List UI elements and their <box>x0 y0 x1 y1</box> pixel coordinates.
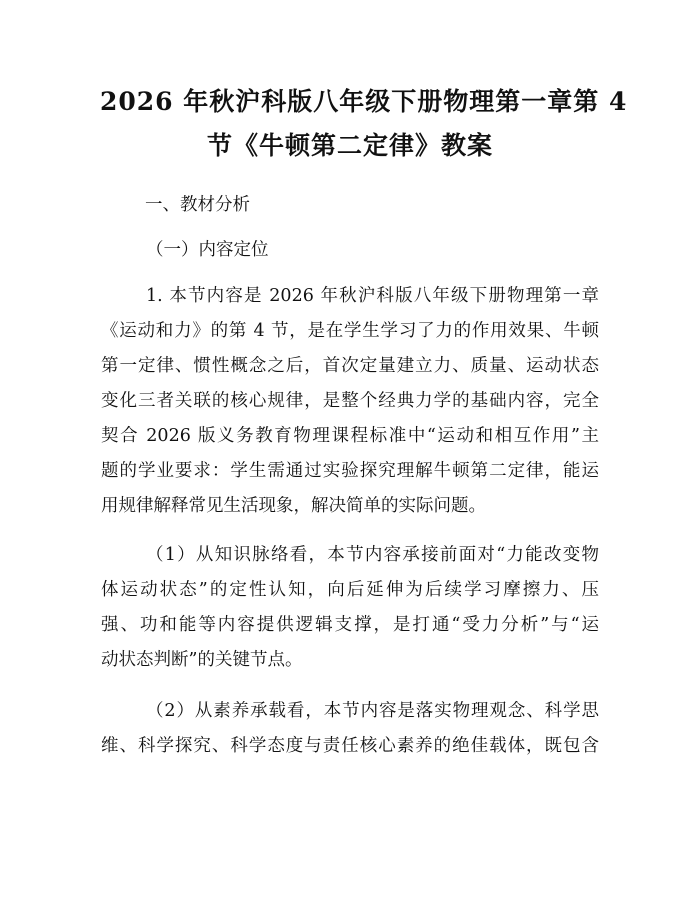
paragraph-1-line-5: 契合 2026 版义务教育物理课程标准中“运动和相互作用”主 <box>101 426 599 446</box>
paragraph-2-line-2: 体运动状态”的定性认知，向后延伸为后续学习摩擦力、压 <box>101 580 599 600</box>
paragraph-1-line-1: 1. 本节内容是 2026 年秋沪科版八年级下册物理第一章 <box>146 286 599 306</box>
paragraph-1-line-4: 变化三者关联的核心规律，是整个经典力学的基础内容，完全 <box>101 391 599 411</box>
section-heading: 一、教材分析 <box>145 195 250 215</box>
paragraph-1-line-2: 《运动和力》的第 4 节，是在学生学习了力的作用效果、牛顿 <box>101 321 599 341</box>
paragraph-1-line-6: 题的学业要求：学生需通过实验探究理解牛顿第二定律，能运 <box>101 461 599 481</box>
paragraph-3-line-1: （2）从素养承载看，本节内容是落实物理观念、科学思 <box>146 701 599 721</box>
paragraph-2-line-4: 动状态判断”的关键节点。 <box>101 650 303 670</box>
paragraph-1-line-3: 第一定律、惯性概念之后，首次定量建立力、质量、运动状态 <box>101 356 599 376</box>
subsection-heading: （一）内容定位 <box>146 240 269 260</box>
document-title-line-2: 节《牛顿第二定律》教案 <box>206 131 493 160</box>
document-title-line-1: 2026 年秋沪科版八年级下册物理第一章第 4 <box>100 87 628 116</box>
paragraph-2-line-3: 强、功和能等内容提供逻辑支撑，是打通“受力分析”与“运 <box>101 615 599 635</box>
paragraph-1-line-7: 用规律解释常见生活现象，解决简单的实际问题。 <box>101 496 486 516</box>
paragraph-2-line-1: （1）从知识脉络看，本节内容承接前面对“力能改变物 <box>146 545 599 565</box>
paragraph-3-line-2: 维、科学探究、科学态度与责任核心素养的绝佳载体，既包含 <box>101 736 599 756</box>
